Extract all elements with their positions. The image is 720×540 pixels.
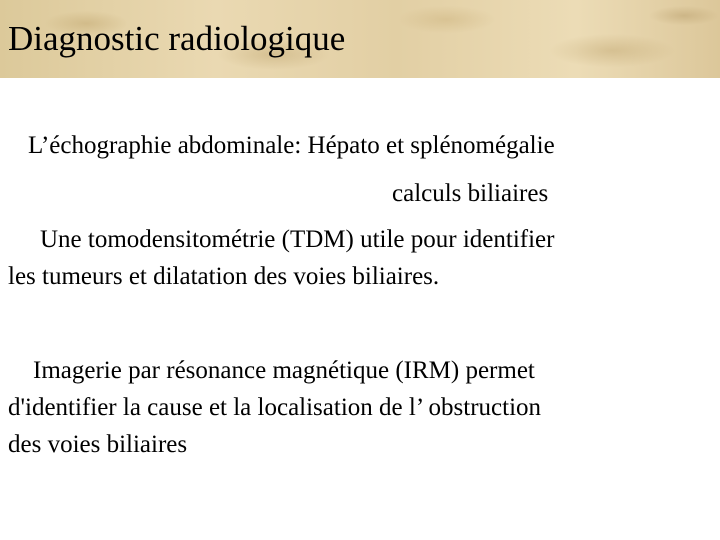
text-line-tdm-continued: les tumeurs et dilatation des voies biliaires.: [8, 263, 440, 290]
text-line-echographie: L’échographie abdominale: Hépato et splénomégalie: [28, 132, 555, 159]
text-line-irm-end: des voies biliaires: [8, 431, 188, 458]
text-line-tdm: Une tomodensitométrie (TDM) utile pour identifier: [40, 226, 555, 253]
text-line-irm: Imagerie par résonance magnétique (IRM) permet: [33, 357, 535, 384]
page-title: Diagnostic radiologique: [8, 19, 346, 58]
title-bar: [0, 0, 720, 78]
text-line-calculs: calculs biliaires: [392, 180, 549, 207]
text-line-irm-continued: d'identifier la cause et la localisation de l’ obstruction: [8, 394, 542, 421]
